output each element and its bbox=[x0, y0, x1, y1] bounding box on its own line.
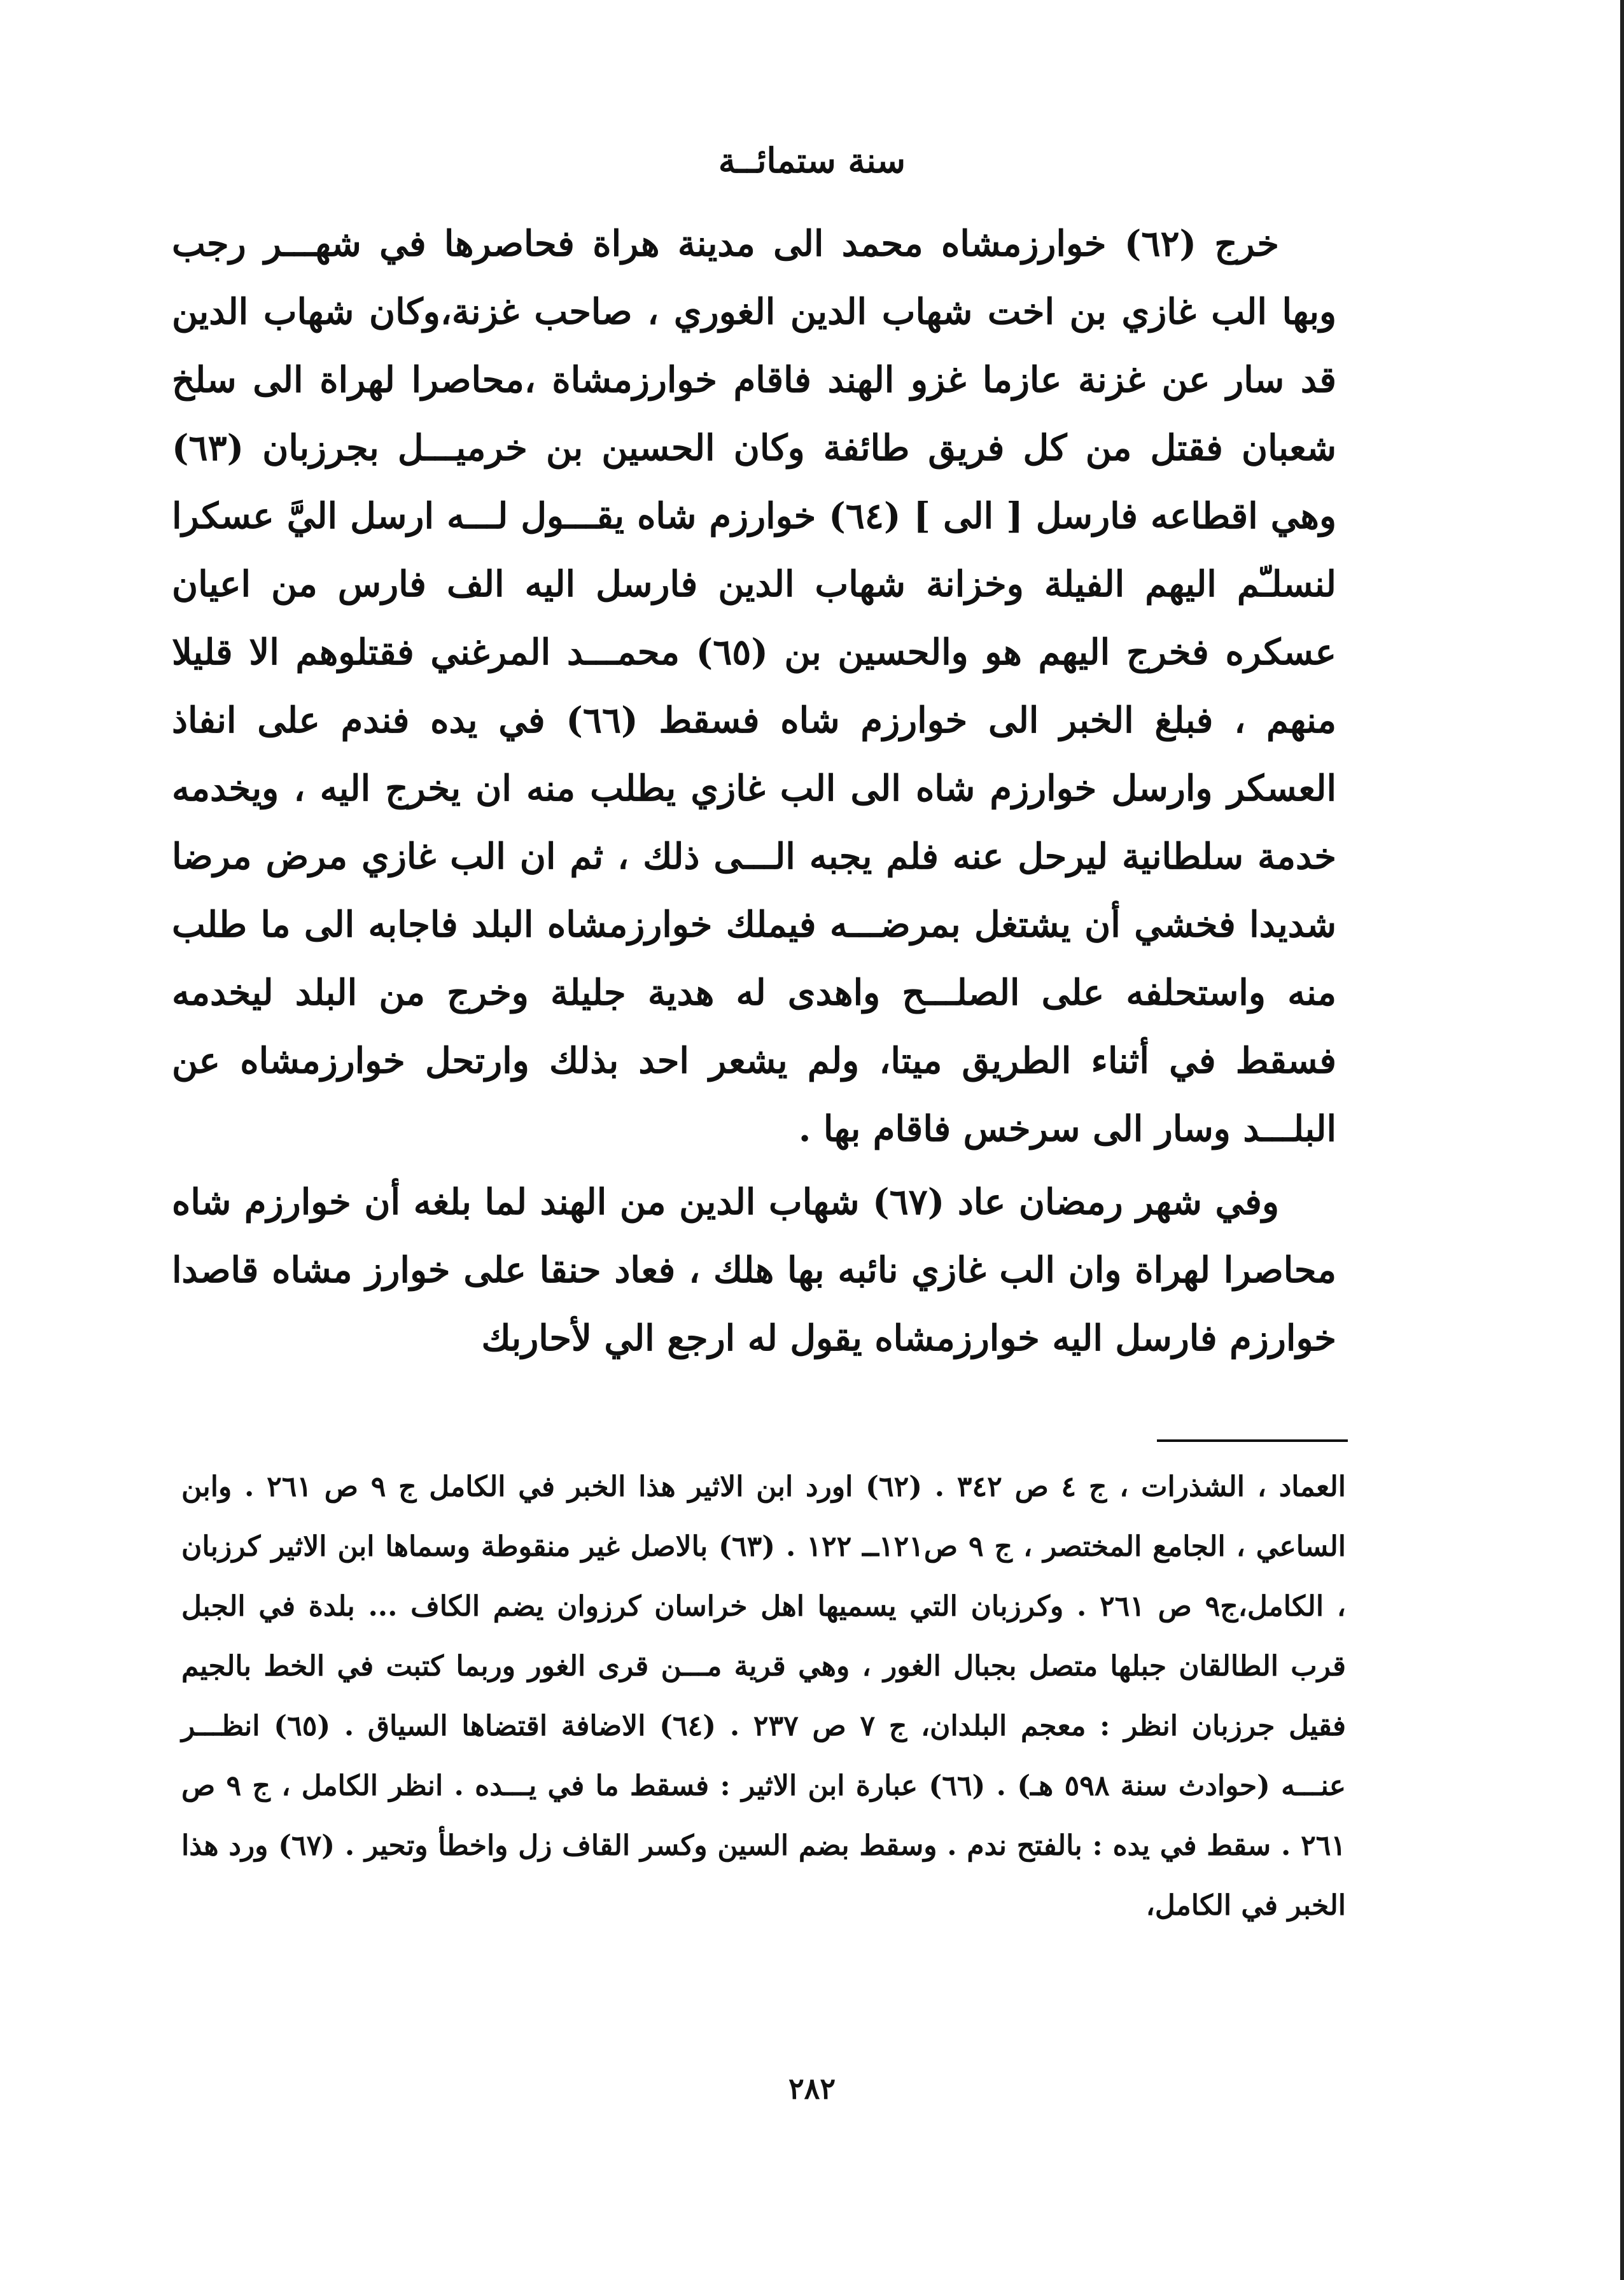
page-number: ٢٨٢ bbox=[788, 2071, 836, 2106]
paragraph-2: وفي شهر رمضان عاد (٦٧) شهاب الدين من الهند لما بلغه أن خوارزم شاه محاصرا لهراة وان الب غازي نائبه بها هلك ، فعاد حنقا على خوارز مشاه قاصدا خوارزم فارسل اليه خوارزمشاه يقول له ارجع الي لأحاربك bbox=[172, 1181, 1336, 1359]
main-text bbox=[172, 210, 1336, 1373]
paragraph-1: خرج (٦٢) خوارزمشاه محمد الى مدينة هراة فحاصرها في شهـــر رجب وبها الب غازي بن اخت شهاب الدين الغوري ، صاحب غزنة،وكان شهاب الدين قد سار عن غزنة عازما غزو الهند فاقام خوارزمشاة ،محاصرا لهراة الى سلخ شعبان فقتل من كل فريق طائفة وكان الحسين بن خرميـــل بجرزبان (٦٣) وهي اقطاعه فارسل [ الى ] (٦٤) خوارزم شاه يقـــول لـــه ارسل اليَّ عسكرا لنسلـّم اليهم الفيلة وخزانة شهاب الدين فارسل اليه الف فارس من اعيان عسكره فخرج اليهم هو والحسين بن (٦٥) محمـــد المرغني فقتلوهم الا قليلا منهم ، فبلغ الخبر الى خوارزم شاه فسقط (٦٦) في يده فندم على انفاذ العسكر وارسل خوارزم شاه الى الب غازي يطلب منه ان يخرج اليه ، ويخدمه خدمة سلطانية ليرحل عنه فلم يجبه الـــى ذلك ، ثم ان الب غازي مرض مرضا شديدا فخشي أن يشتغل بمرضـــه فيملك خوارزمشاه البلد فاجابه الى ما طلب منه واستحلفه على الصلـــح واهدى له هدية جليلة وخرج من البلد ليخدمه فسقط في أثناء الطريق ميتا، ولم يشعر احد بذلك وارتحل خوارزمشاه عن البلـــد وسار الى سرخس فاقام بها . bbox=[172, 223, 1337, 1150]
page-edge-border bbox=[1620, 0, 1624, 2280]
page-heading: سنة ستمائــة bbox=[718, 140, 906, 181]
footnotes: العماد ، الشذرات ، ج ٤ ص ٣٤٢ . (٦٢) اورد ابن الاثير هذا الخبر في الكامل ج ٩ ص ٢٦١ . وابن الساعي ، الجامع المختصر ، ج ٩ ص١٢١ــ ١٢٢ . (٦٣) بالاصل غير منقوطة وسماها ابن الاثير كرزبان ، الكامل،ج٩ ص ٢٦١ . وكرزبان التي يسميها اهل خراسان كرزوان يضم الكاف ... بلدة في الجبل قرب الطالقان جبلها متصل بجبال الغور ، وهي قرية مـــن قرى الغور وربما كتبت في الخط بالجيم فقيل جرزبان انظر : معجم البلدان، ج ٧ ص ٢٣٧ . (٦٤) الاضافة اقتضاها السياق . (٦٥) انظـــر عنـــه (حوادث سنة ٥٩٨ هـ) . (٦٦) عبارة ابن الاثير : فسقط ما في يـــده . انظر الكامل ، ج ٩ ص ٢٦١ . سقط في يده : بالفتح ندم . وسقط بضم السين وكسر القاف زل واخطأ وتحير . (٦٧) ورد هذا الخبر في الكامل، bbox=[181, 1471, 1347, 1922]
footnote-separator bbox=[1157, 1439, 1348, 1442]
